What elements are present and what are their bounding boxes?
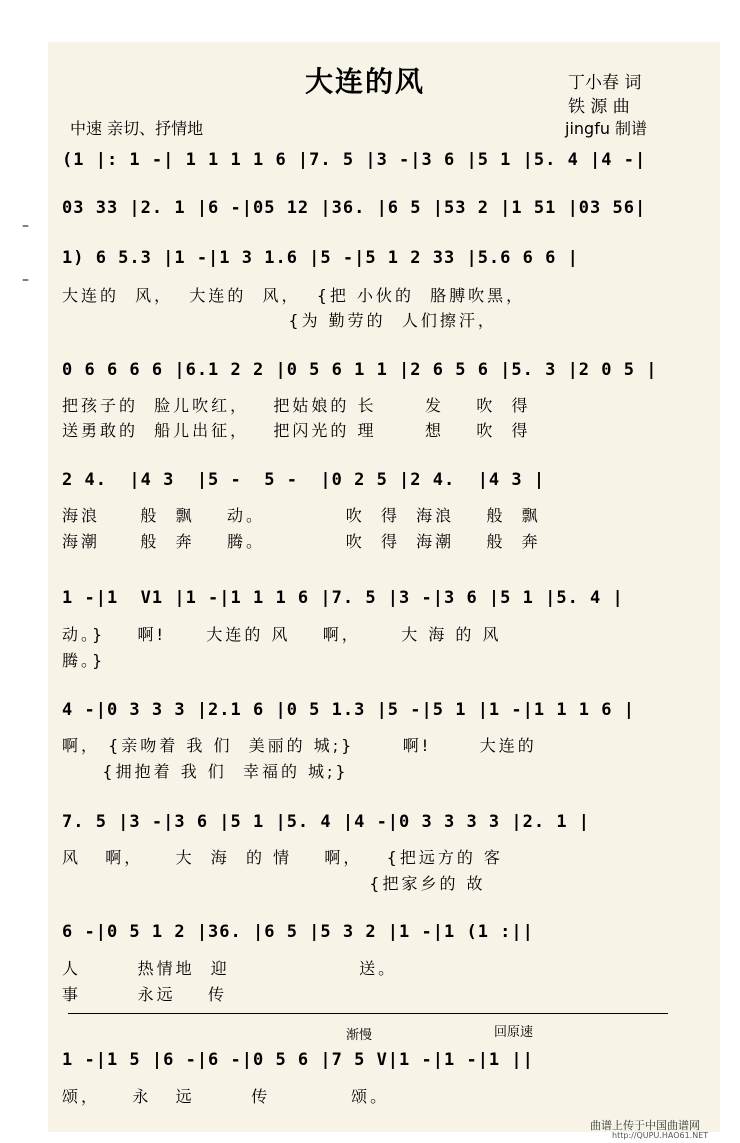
transcriber: jingfu 制谱 (565, 119, 648, 138)
lyric-row: 风 啊， 大 海 的 情 啊， {把远方的 客 (62, 848, 503, 867)
notation: 1) 6 5.3 |1 -|1 3 1.6 |5 -|5 1 2 33 |5.6 6 6 | (62, 248, 579, 268)
margin-mark: – (22, 272, 29, 288)
lyric-row: 动。} 啊! 大连的 风 啊， 大 海 的 风 (62, 625, 502, 644)
notation: 4 -|0 3 3 3 |2.1 6 |0 5 1.3 |5 -|5 1 |1 -|1 1 1 6 | (62, 700, 635, 720)
notation: 6 -|0 5 1 2 |36. |6 5 |5 3 2 |1 -|1 (1 :|| (62, 922, 534, 942)
lyric-row: 人 热情地 迎 送。 (62, 959, 398, 978)
composer: 铁 源 曲 (568, 97, 630, 117)
tempo-marking: 中速 亲切、抒情地 (70, 119, 204, 138)
lyric-row: 大连的 风， 大连的 风， {把 小伙的 胳膊吹黑， (62, 286, 526, 305)
lyric-row: 颂， 永 远 传 颂。 (62, 1087, 390, 1106)
lyric-row: 海潮 般 奔 腾。 吹 得 海潮 般 奔 (62, 532, 541, 551)
footer-url: http://QUPU.HAO61.NET (612, 1131, 709, 1140)
lyric-row: {拥抱着 我 们 幸福的 城;} (62, 762, 349, 781)
lyric-row: {为 勤劳的 人们擦汗， (62, 311, 497, 330)
coda-rule (68, 1013, 668, 1014)
lyric-row: 事 永远 传 (62, 985, 227, 1004)
notation: 0 6 6 6 6 |6.1 2 2 |0 5 6 1 1 |2 6 5 6 |5. 3 |2 0 5 | (62, 360, 658, 380)
lyric-row: 海浪 般 飘 动。 吹 得 海浪 般 飘 (62, 506, 541, 525)
a-tempo-label: 回原速 (494, 1025, 534, 1040)
notation: 03 33 |2. 1 |6 -|05 12 |36. |6 5 |53 2 |1 51 |03 56| (62, 198, 647, 218)
lyric-row: 送勇敢的 船儿出征， 把闪光的 理 想 吹 得 (62, 421, 531, 440)
notation: 2 4. |4 3 |5 - 5 - |0 2 5 |2 4. |4 3 | (62, 470, 546, 490)
notation: 7. 5 |3 -|3 6 |5 1 |5. 4 |4 -|0 3 3 3 3 |2. 1 | (62, 812, 591, 832)
lyric-row: 把孩子的 脸儿吹红， 把姑娘的 长 发 吹 得 (62, 396, 531, 415)
ritardando-label: 渐慢 (346, 1028, 373, 1043)
margin-mark: – (22, 218, 29, 234)
lyric-row: 腾。} (62, 651, 106, 670)
footer-credit: 曲谱上传于中国曲谱网 (590, 1119, 700, 1132)
lyricist: 丁小春 词 (568, 73, 642, 93)
lyric-row: 啊， {亲吻着 我 们 美丽的 城;} 啊! 大连的 (62, 736, 537, 755)
notation: 1 -|1 V1 |1 -|1 1 1 6 |7. 5 |3 -|3 6 |5 1 |5. 4 | (62, 588, 624, 608)
song-title: 大连的风 (305, 65, 426, 98)
notation: (1 |: 1 -| 1 1 1 1 6 |7. 5 |3 -|3 6 |5 1 |5. 4 |4 -| (62, 150, 647, 170)
notation: 1 -|1 5 |6 -|6 -|0 5 6 |7 5 V|1 -|1 -|1 || (62, 1050, 534, 1070)
lyric-row: {把家乡的 故 (62, 874, 486, 893)
